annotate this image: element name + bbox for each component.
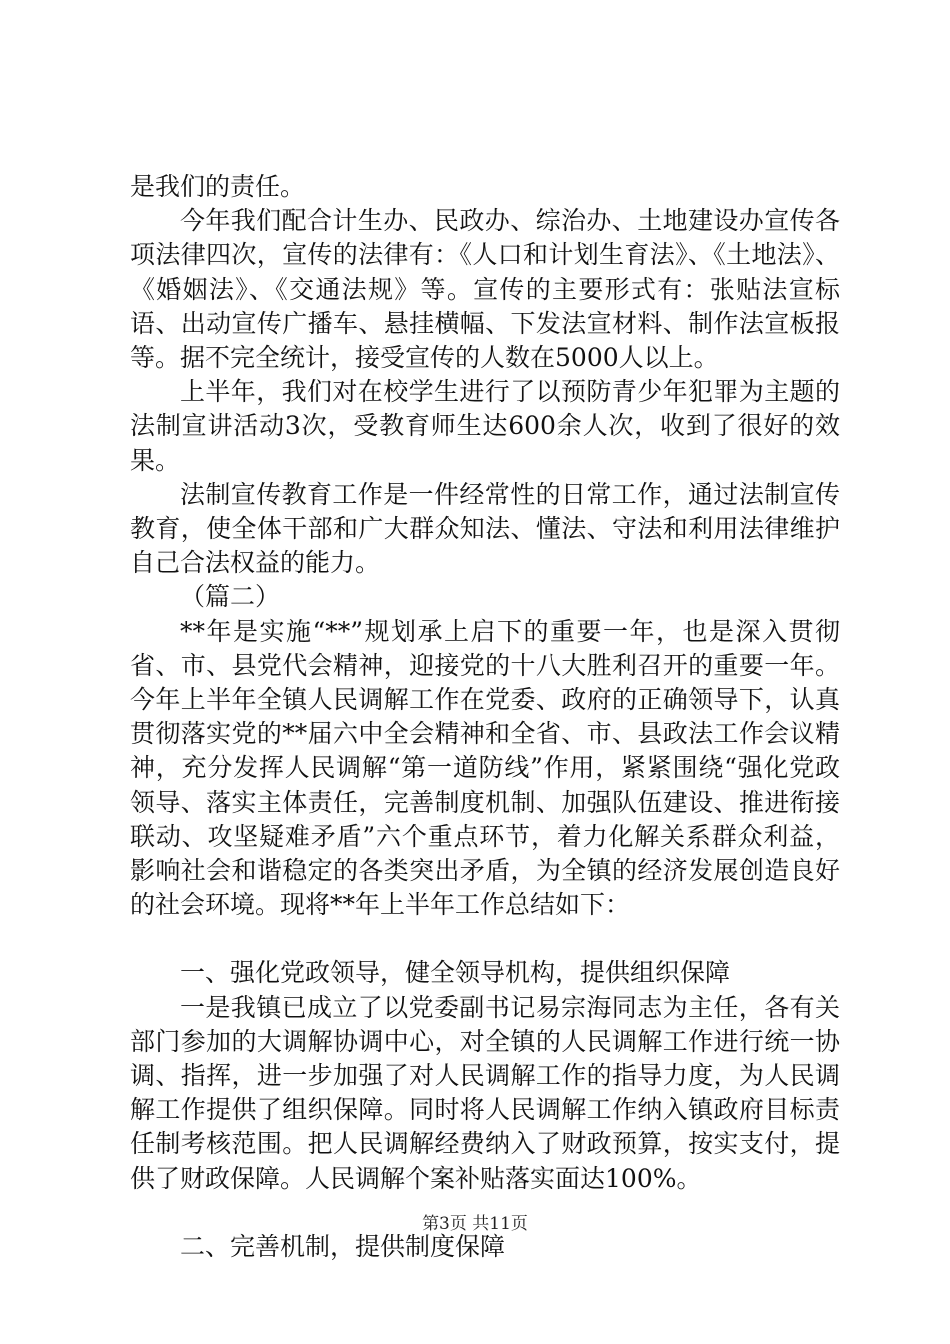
- heading-section-two: 二、完善机制，提供制度保障: [180, 1231, 506, 1261]
- document-body: [130, 170, 840, 1264]
- paragraph-section-one-body: 一是我镇已成立了以党委副书记易宗海同志为主任，各有关部门参加的大调解协调中心，对全镇的人民调解工作进行统一协调、指挥，进一步加强了对人民调解工作的指导力度，为人民调解工作提供了组织保障。同时将人民调解工作纳入镇政府目标责任制考核范围。把人民调解经费纳入了财政预算，按实支付，提供了财政保障。人民调解个案补贴落实面达100%。: [130, 992, 840, 1193]
- paragraph-continuation: 是我们的责任。: [130, 172, 306, 201]
- paragraph-legal-education-summary: 法制宣传教育工作是一件经常性的日常工作，通过法制宣传教育，使全体干部和广大群众知法、懂法、守法和利用法律维护自己合法权益的能力。: [130, 479, 840, 578]
- paragraph-student-education: 上半年，我们对在校学生进行了以预防青少年犯罪为主题的法制宣讲活动3次，受教育师生达600余人次，收到了很好的效果。: [130, 377, 840, 475]
- heading-section-one: 一、强化党政领导，健全领导机构，提供组织保障: [180, 958, 731, 988]
- paragraph-introduction: **年是实施“**”规划承上启下的重要一年，也是深入贯彻省、市、县党代会精神，迎接党的十八大胜利召开的重要一年。今年上半年全镇人民调解工作在党委、政府的正确领导下，认真贯彻落实党的**届六中全会精神和全省、市、县政法工作会议精神，充分发挥人民调解“第一道防线”作用，紧紧围绕“强化党政领导、落实主体责任，完善制度机制、加强队伍建设、推进衔接联动、攻坚疑难矛盾”六个重点环节，着力化解关系群众利益，影响社会和谐稳定的各类突出矛盾，为全镇的经济发展创造良好的社会环境。现将**年上半年工作总结如下：: [130, 616, 840, 920]
- section-heading-part-two: （篇二）: [180, 582, 281, 612]
- paragraph-law-publicity: 今年我们配合计生办、民政办、综治办、土地建设办宣传各项法律四次，宣传的法律有：《人口和计划生育法》、《土地法》、《婚姻法》、《交通法规》等。宣传的主要形式有：张贴法宣标语、出动宣传广播车、悬挂横幅、下发法宣材料、制作法宣板报等。据不完全统计，接受宣传的人数在5000人以上。: [130, 206, 840, 373]
- page-footer: 第3页 共11页: [422, 1214, 528, 1234]
